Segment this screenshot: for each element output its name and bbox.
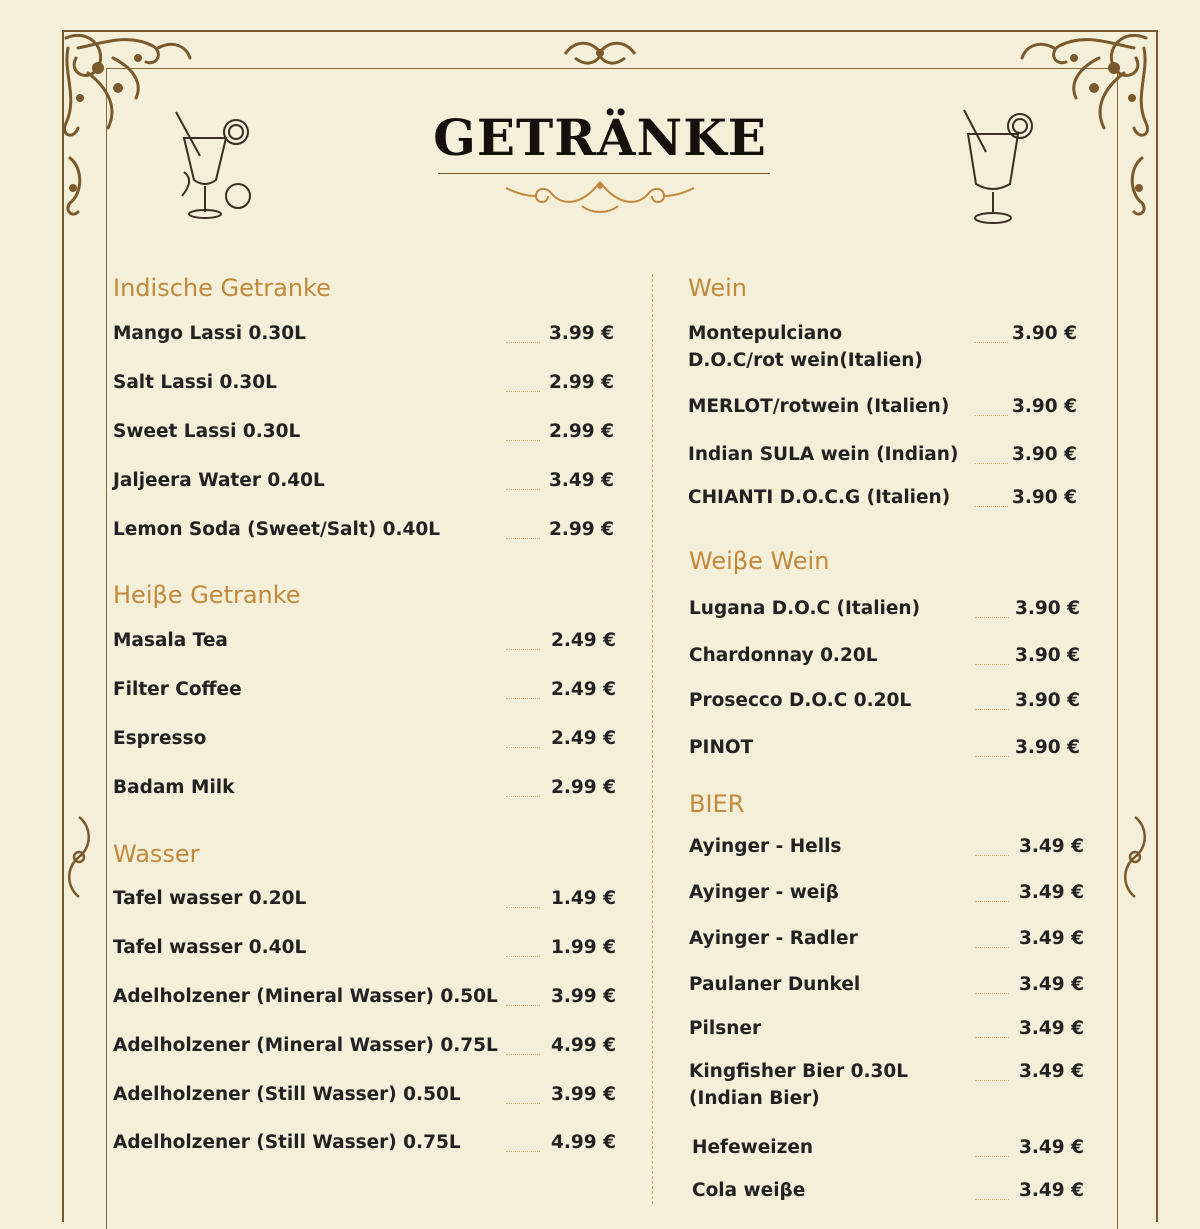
item-name: MERLOT/rotwein (Italien) <box>688 396 950 417</box>
menu-item <box>692 1177 1084 1207</box>
item-name: Indian SULA wein (Indian) <box>688 444 959 465</box>
item-leader <box>506 1151 540 1152</box>
side-flourish-icon <box>64 812 94 902</box>
menu-item <box>689 687 1084 717</box>
menu-item <box>689 734 1084 764</box>
item-price: 3.49 € <box>549 470 614 491</box>
menu-item <box>113 934 618 964</box>
item-price: 2.99 € <box>551 777 616 798</box>
item-name: Paulaner Dunkel <box>689 974 861 995</box>
item-price: 3.90 € <box>1012 323 1077 344</box>
menu-item <box>113 983 618 1013</box>
item-name-line2: D.O.C/rot wein(Italien) <box>688 350 923 371</box>
item-name: Adelholzener (Mineral Wasser) 0.50L <box>113 986 498 1007</box>
item-leader <box>975 901 1009 902</box>
item-price: 4.99 € <box>551 1035 616 1056</box>
item-name: Adelholzener (Still Wasser) 0.75L <box>113 1132 461 1153</box>
item-leader <box>975 756 1009 757</box>
item-price: 2.49 € <box>551 679 616 700</box>
item-name: Adelholzener (Mineral Wasser) 0.75L <box>113 1035 498 1056</box>
menu-item <box>689 925 1084 955</box>
cocktail-glass-right-icon <box>952 108 1042 228</box>
item-price: 2.99 € <box>549 372 614 393</box>
item-leader <box>975 709 1009 710</box>
menu-item <box>689 1058 1084 1114</box>
title-flourish-icon <box>502 176 698 216</box>
item-name: Cola weiβe <box>692 1180 806 1201</box>
item-leader <box>506 649 540 650</box>
page-title: GETRÄNKE <box>433 108 767 167</box>
item-price: 3.90 € <box>1015 645 1080 666</box>
item-leader <box>506 1005 540 1006</box>
item-name: Prosecco D.O.C 0.20L <box>689 690 912 711</box>
item-leader <box>506 907 540 908</box>
item-name: PINOT <box>689 737 754 758</box>
item-leader <box>975 664 1009 665</box>
item-name: Salt Lassi 0.30L <box>113 372 277 393</box>
menu-item <box>688 484 1083 514</box>
item-price: 3.49 € <box>1019 836 1084 857</box>
side-flourish-icon <box>1120 812 1150 902</box>
item-name: Mango Lassi 0.30L <box>113 323 306 344</box>
menu-item <box>689 833 1084 863</box>
item-leader <box>506 489 540 490</box>
item-price: 3.49 € <box>1019 882 1084 903</box>
item-name: Sweet Lassi 0.30L <box>113 421 301 442</box>
item-name: CHIANTI D.O.C.G (Italien) <box>688 487 951 508</box>
item-name: Tafel wasser 0.40L <box>113 937 307 958</box>
item-leader <box>974 415 1008 416</box>
item-price: 2.99 € <box>549 519 614 540</box>
item-price: 3.49 € <box>1019 1061 1084 1082</box>
section-title-weisse-wein: Weiβe Wein <box>689 547 830 575</box>
menu-item <box>113 467 618 497</box>
section-title-heisse-getranke: Heiβe Getranke <box>113 581 301 609</box>
item-name: Tafel wasser 0.20L <box>113 888 307 909</box>
item-price: 3.49 € <box>1019 1180 1084 1201</box>
item-price: 3.90 € <box>1015 737 1080 758</box>
item-name: Filter Coffee <box>113 679 242 700</box>
item-leader <box>974 342 1008 343</box>
item-price: 3.49 € <box>1019 974 1084 995</box>
item-leader <box>506 698 540 699</box>
item-name: Hefeweizen <box>692 1137 814 1158</box>
section-title-indische-getranke: Indische Getranke <box>113 274 331 302</box>
menu-item <box>113 774 618 804</box>
item-leader <box>975 617 1009 618</box>
menu-item <box>113 369 618 399</box>
item-leader <box>506 747 540 748</box>
item-leader <box>975 1156 1009 1157</box>
item-price: 3.90 € <box>1012 487 1077 508</box>
item-leader <box>506 1103 540 1104</box>
item-price: 3.99 € <box>549 323 614 344</box>
item-name: Ayinger - Hells <box>689 836 842 857</box>
item-name: Badam Milk <box>113 777 235 798</box>
item-name: Lemon Soda (Sweet/Salt) 0.40L <box>113 519 441 540</box>
item-leader <box>506 440 540 441</box>
menu-item <box>113 1081 618 1111</box>
item-name: Masala Tea <box>113 630 228 651</box>
item-leader <box>975 1080 1009 1081</box>
item-price: 2.49 € <box>551 728 616 749</box>
menu-item <box>113 1129 618 1159</box>
item-leader <box>975 947 1009 948</box>
item-price: 3.49 € <box>1019 928 1084 949</box>
item-price: 1.49 € <box>551 888 616 909</box>
item-price: 3.90 € <box>1015 598 1080 619</box>
item-price: 4.99 € <box>551 1132 616 1153</box>
section-title-bier: BIER <box>689 790 745 818</box>
cocktail-glass-left-icon <box>162 108 262 224</box>
item-leader <box>506 1054 540 1055</box>
item-name: Adelholzener (Still Wasser) 0.50L <box>113 1084 461 1105</box>
item-leader <box>506 796 540 797</box>
column-divider <box>652 274 654 1204</box>
item-name: Chardonnay 0.20L <box>689 645 878 666</box>
item-price: 3.49 € <box>1019 1018 1084 1039</box>
menu-item <box>113 885 618 915</box>
top-flourish-icon <box>560 36 640 70</box>
item-name-line2: (Indian Bier) <box>689 1088 820 1109</box>
menu-item <box>688 320 1083 376</box>
menu-item <box>113 418 618 448</box>
item-price: 2.49 € <box>551 630 616 651</box>
item-price: 3.99 € <box>551 1084 616 1105</box>
item-leader <box>974 463 1008 464</box>
item-price: 3.99 € <box>551 986 616 1007</box>
item-leader <box>506 538 540 539</box>
item-leader <box>975 993 1009 994</box>
item-price: 3.49 € <box>1019 1137 1084 1158</box>
item-name: Ayinger - Radler <box>689 928 858 949</box>
menu-item <box>689 879 1084 909</box>
section-title-wein: Wein <box>688 274 747 302</box>
item-name: Montepulciano <box>688 323 843 344</box>
menu-item <box>113 320 618 350</box>
menu-item <box>692 1134 1084 1164</box>
title-rule <box>438 173 770 174</box>
item-name: Lugana D.O.C (Italien) <box>689 598 921 619</box>
item-leader <box>506 391 540 392</box>
section-title-wasser: Wasser <box>113 840 200 868</box>
menu-item <box>113 516 618 546</box>
item-price: 2.99 € <box>549 421 614 442</box>
menu-item <box>113 1032 618 1062</box>
item-leader <box>975 855 1009 856</box>
menu-item <box>689 971 1084 1001</box>
menu-item <box>113 676 618 706</box>
item-name: Pilsner <box>689 1018 762 1039</box>
menu-item <box>113 725 618 755</box>
item-leader <box>506 956 540 957</box>
menu-item <box>689 1015 1084 1045</box>
item-price: 3.90 € <box>1015 690 1080 711</box>
item-price: 1.99 € <box>551 937 616 958</box>
item-leader <box>974 506 1008 507</box>
item-name: Espresso <box>113 728 207 749</box>
menu-item <box>113 627 618 657</box>
menu-item <box>689 595 1084 625</box>
item-leader <box>975 1037 1009 1038</box>
item-price: 3.90 € <box>1012 444 1077 465</box>
menu-item <box>688 441 1083 471</box>
item-leader <box>506 342 540 343</box>
item-name: Ayinger - weiβ <box>689 882 839 903</box>
item-price: 3.90 € <box>1012 396 1077 417</box>
item-name: Kingfisher Bier 0.30L <box>689 1061 909 1082</box>
menu-item <box>689 642 1084 672</box>
menu-item <box>688 393 1083 423</box>
item-name: Jaljeera Water 0.40L <box>113 470 325 491</box>
